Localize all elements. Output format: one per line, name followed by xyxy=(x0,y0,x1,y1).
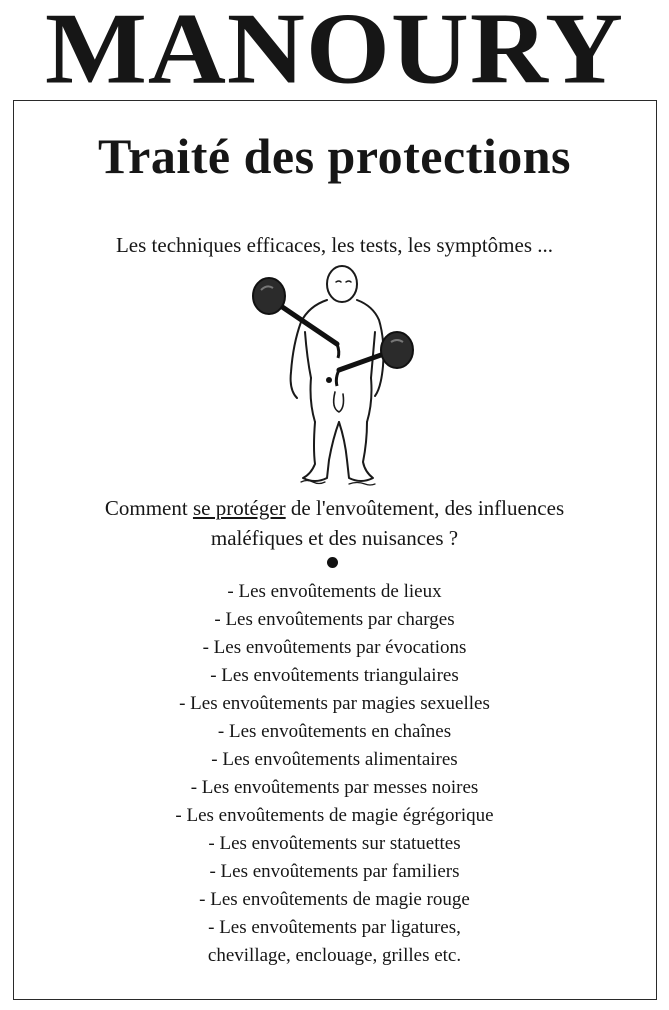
bullet-dot-icon xyxy=(327,557,338,568)
list-item: - Les envoûtements triangulaires xyxy=(210,665,459,686)
list-item: - Les envoûtements alimentaires xyxy=(211,749,458,770)
question-underlined-text: se protéger xyxy=(192,496,286,520)
book-title: Traité des protections xyxy=(98,128,571,184)
list-item: - Les envoûtements par familiers xyxy=(209,861,460,882)
list-item: - Les envoûtements par messes noires xyxy=(190,777,479,798)
main-question xyxy=(0,493,669,553)
subtitle: Les techniques efficaces, les tests, les symptômes ... xyxy=(115,233,553,257)
list-item: - Les envoûtements par magies sexuelles xyxy=(179,693,490,714)
list-item: - Les envoûtements de magie rouge xyxy=(199,889,470,910)
mallet-lower xyxy=(326,332,413,386)
list-item: - Les envoûtements sur statuettes xyxy=(208,833,461,854)
list-item: - Les envoûtements par évocations xyxy=(202,637,467,658)
list-item: - Les envoûtements par charges xyxy=(214,609,455,630)
mallet-upper xyxy=(253,278,339,358)
list-item: - Les envoûtements en chaînes xyxy=(217,721,452,742)
list-item: - Les envoûtements de lieux xyxy=(227,581,442,602)
list-item: - Les envoûtements par ligatures, xyxy=(208,917,461,938)
question-line-1 xyxy=(0,493,669,523)
list-item: - Les envoûtements de magie égrégorique xyxy=(175,805,494,826)
pierced-figure-illustration xyxy=(245,262,420,492)
list-item-continuation: chevillage, enclouage, grilles etc. xyxy=(207,945,462,966)
question-text-before: Comment xyxy=(104,496,193,520)
question-text-after: de l'envoûtement, des influences xyxy=(285,496,565,520)
author-name: MANOURY xyxy=(44,0,625,106)
envoutement-list xyxy=(0,578,669,970)
question-line-2: maléfiques et des nuisances ? xyxy=(210,526,459,550)
